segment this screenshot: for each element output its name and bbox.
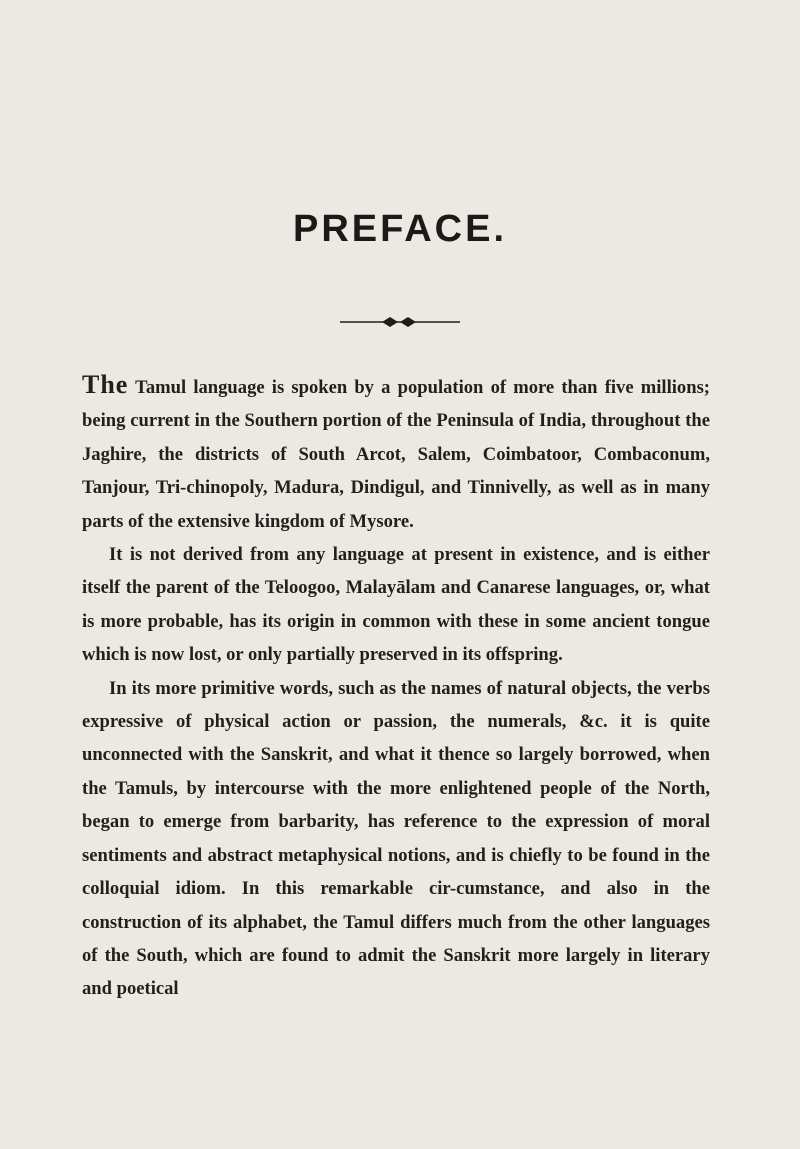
paragraph-1-lead-word: The	[82, 370, 129, 399]
page-title: PREFACE.	[292, 208, 508, 250]
preface-text	[82, 368, 710, 1006]
paragraph-1	[82, 368, 710, 538]
paragraph-2: It is not derived from any language at present in existence, and is either itself the parent of the Teloogoo, Malayālam and Canarese languages, or, what is more probable, has its origin in common with these in some ancient tongue which is now lost, or only partially preserved in its offspring.	[82, 544, 710, 666]
ornament-divider-icon	[340, 316, 460, 328]
paragraph-3: In its more primitive words, such as the names of natural objects, the verbs expressive of physical action or passion, the numerals, &c. it is quite unconnected with the Sanskrit, and what it thence so largely borrowed, when the Tamuls, by intercourse with the more enlightened people of the North, began to emerge from barbarity, has reference to the expression of moral sentiments and abstract metaphysical notions, and is chiefly to be found in the colloquial idiom. In this remarkable cir-cumstance, and also in the construction of its alphabet, the Tamul differs much from the other languages of the South, which are found to admit the Sanskrit more largely in literary and poetical	[82, 677, 710, 1000]
paragraph-1-text: Tamul language is spoken by a population of more than five millions; being current in the Southern portion of the Peninsula of India, throughout the Jaghire, the districts of South Arcot, Salem, Coimbatoor, Combaconum, Tanjour, Tri-chinopoly, Madura, Dindigul, and Tinnivelly, as well as in many parts of the extensive kingdom of Mysore.	[82, 377, 710, 532]
